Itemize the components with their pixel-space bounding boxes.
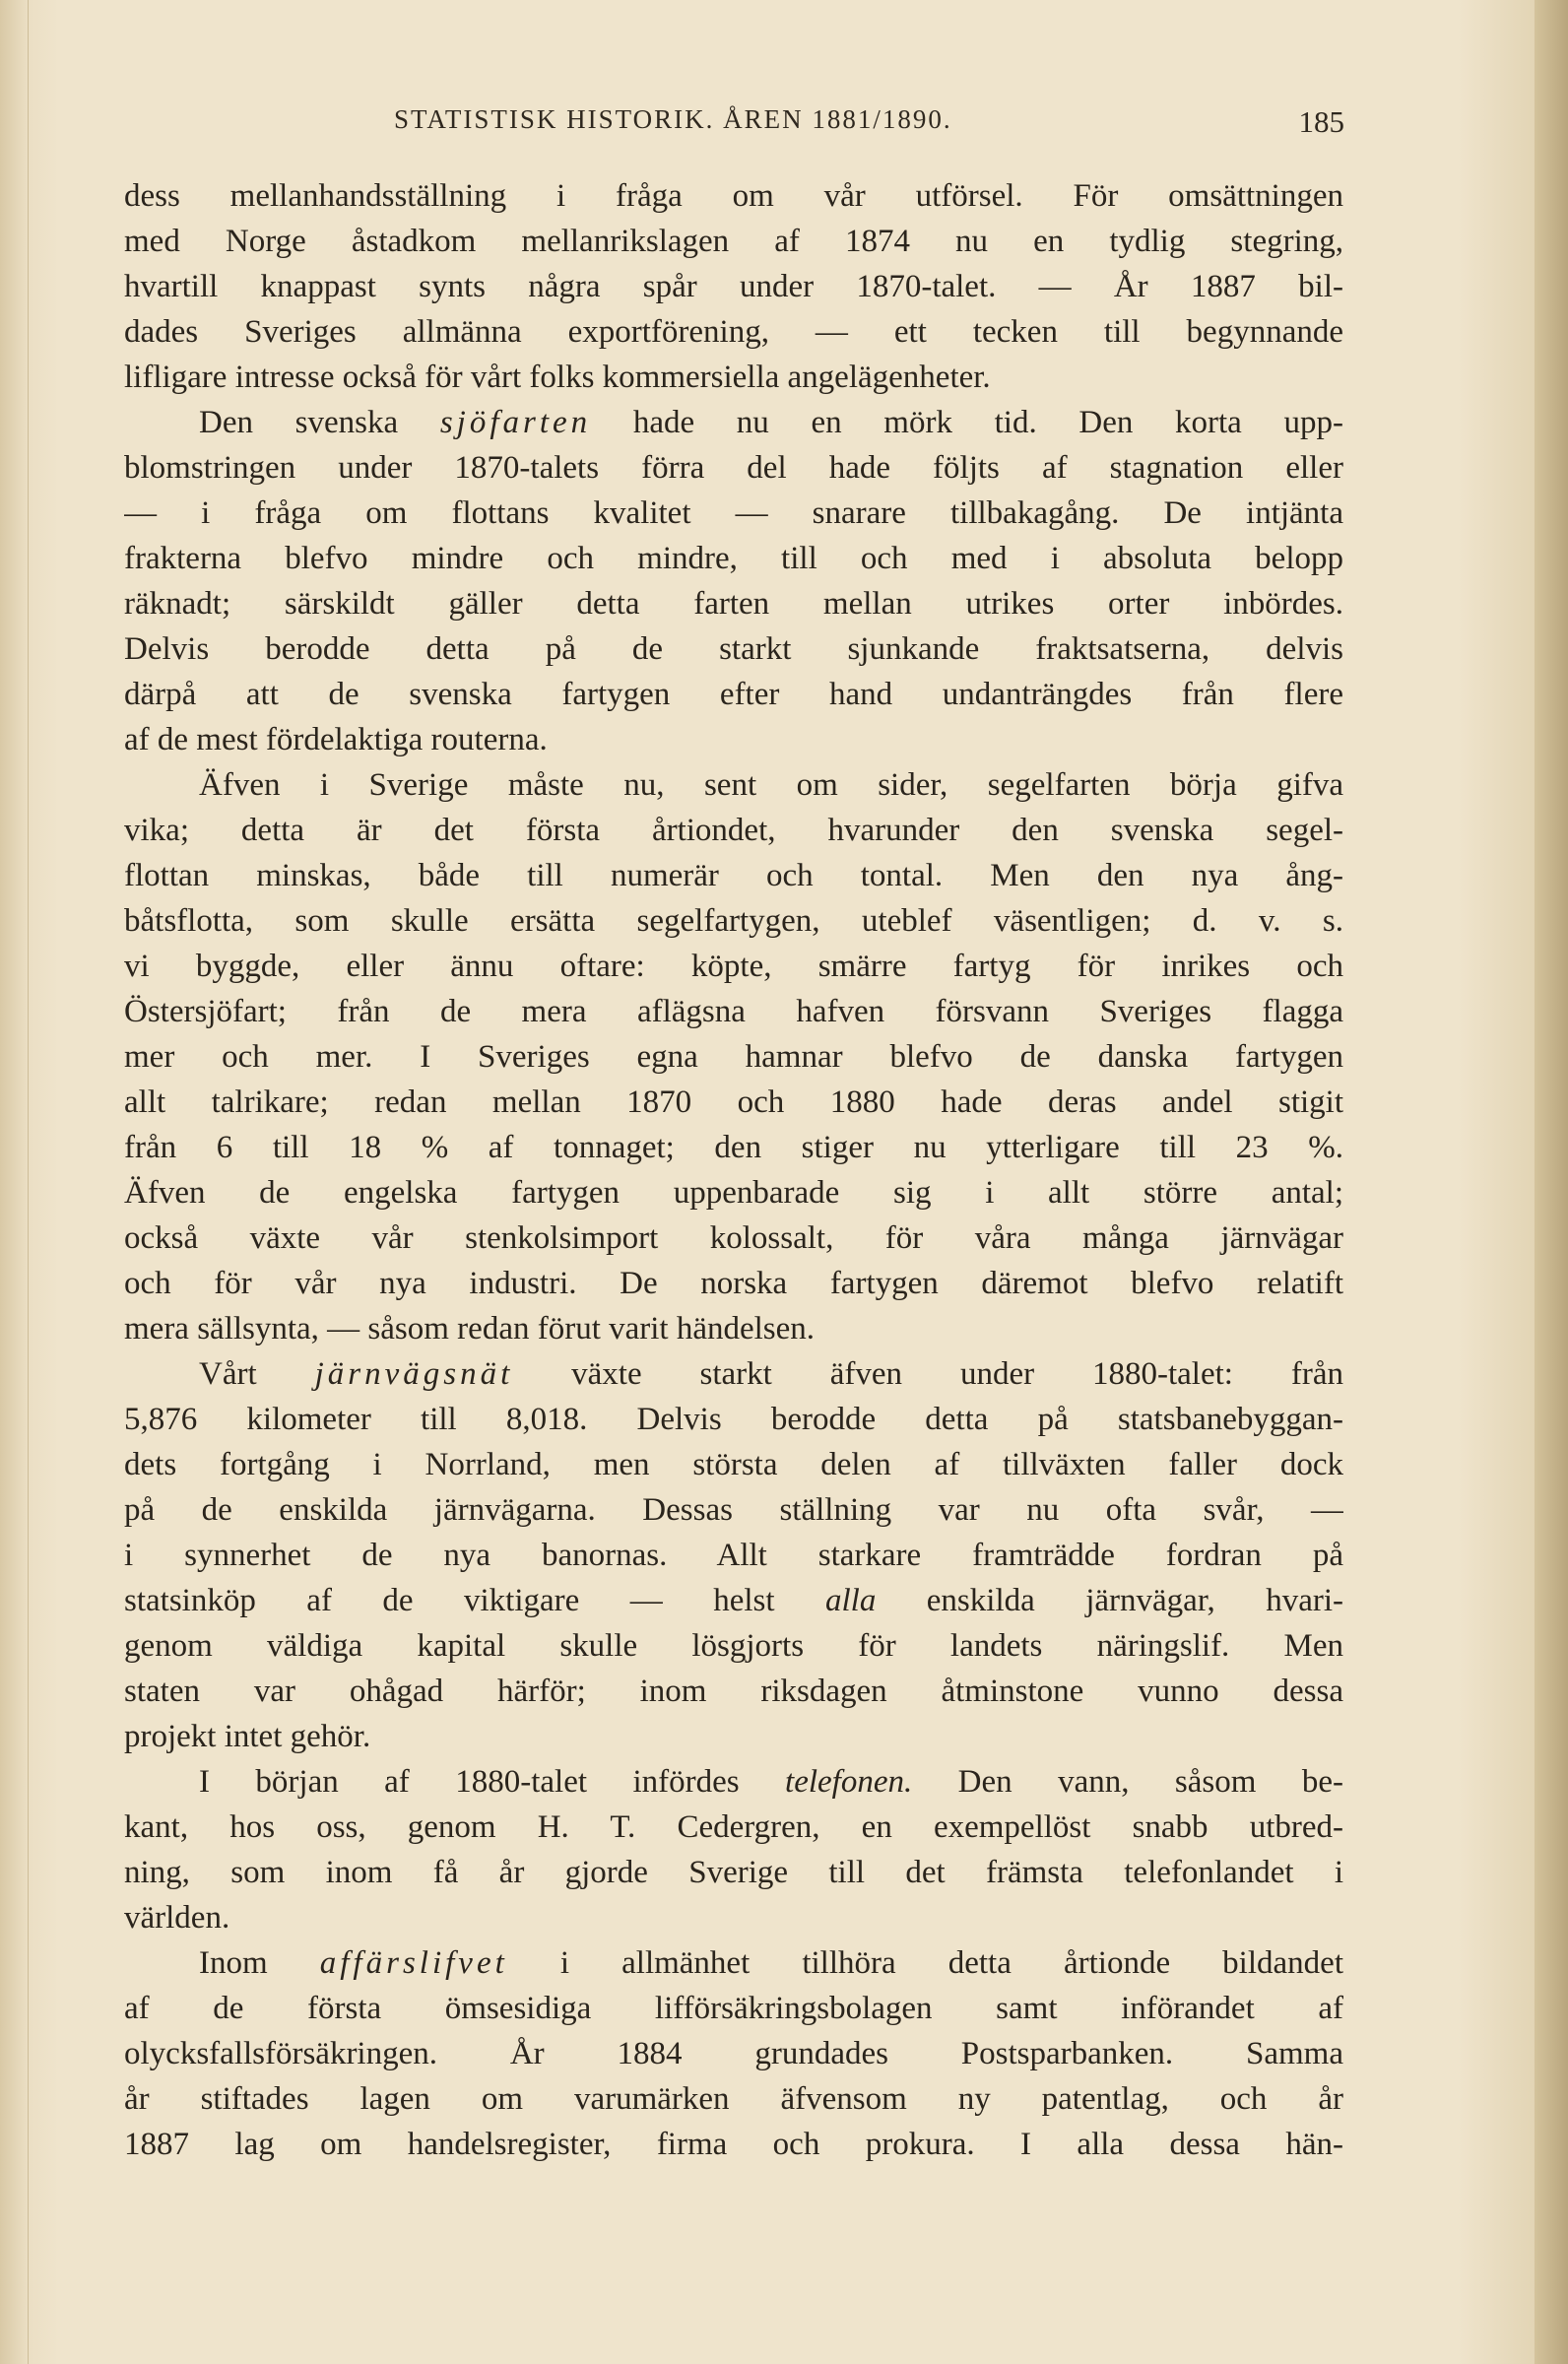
text-run: Den vann, såsom be- xyxy=(912,1764,1343,1800)
text-line xyxy=(124,445,1343,491)
text-run: vi byggde, eller ännu oftare: köpte, smärre fartyg för inrikes och xyxy=(124,949,1343,984)
text-line xyxy=(124,1215,1343,1261)
text-run: vika; detta är det första årtiondet, hvarunder den svenska segel- xyxy=(124,813,1343,848)
text-run: frakterna blefvo mindre och mindre, till och med i absoluta belopp xyxy=(124,541,1343,576)
text-line xyxy=(124,491,1343,536)
text-run: i synnerhet de nya banornas. Allt starkare framträdde fordran på xyxy=(124,1538,1343,1573)
page-number: 185 xyxy=(1298,104,1344,139)
emphasized-text: sjöfarten xyxy=(439,405,592,440)
text-run: genom väldiga kapital skulle lösgjorts för landets näringslif. Men xyxy=(124,1628,1343,1664)
emphasized-text: affärslifvet xyxy=(319,1945,508,1981)
text-line xyxy=(124,581,1343,626)
text-line xyxy=(124,536,1343,581)
text-run: staten var ohågad härför; inom riksdagen åtminstone vunno dessa xyxy=(124,1674,1343,1709)
text-run: Vårt xyxy=(199,1356,315,1392)
text-line xyxy=(124,898,1343,944)
text-line xyxy=(124,400,1343,445)
text-run: Den svenska xyxy=(199,405,440,440)
text-run: räknadt; särskildt gäller detta farten mellan utrikes orter inbördes. xyxy=(124,586,1343,622)
text-line xyxy=(124,355,1343,400)
text-run: växte starkt äfven under 1880-talet: från xyxy=(513,1356,1343,1392)
text-line xyxy=(124,1533,1343,1578)
text-line xyxy=(124,1805,1343,1850)
text-run: hvartill knappast synts några spår under 1870-talet. — År 1887 bil- xyxy=(124,269,1343,304)
text-run: allt talrikare; redan mellan 1870 och 1880 hade deras andel stigit xyxy=(124,1084,1343,1120)
text-run: af de första ömsesidiga lifförsäkringsbolagen samt införandet af xyxy=(124,1991,1343,2026)
text-line xyxy=(124,2076,1343,2122)
text-run: från 6 till 18 % af tonnaget; den stiger nu ytterligare till 23 %. xyxy=(124,1130,1343,1165)
text-line xyxy=(124,173,1343,219)
text-run: dets fortgång i Norrland, men största delen af tillväxten faller dock xyxy=(124,1447,1343,1482)
text-run: mera sällsynta, — såsom redan förut varit händelsen. xyxy=(124,1311,816,1346)
page-right-edge xyxy=(1535,0,1568,2364)
text-line xyxy=(124,309,1343,355)
text-run: på de enskilda järnvägarna. Dessas ställning var nu ofta svår, — xyxy=(124,1492,1343,1528)
text-line xyxy=(124,626,1343,672)
text-line xyxy=(124,1669,1343,1714)
text-line xyxy=(124,1759,1343,1805)
text-line xyxy=(124,1442,1343,1487)
text-run: flottan minskas, både till numerär och tontal. Men den nya ång- xyxy=(124,858,1343,893)
text-run: lifligare intresse också för vårt folks kommersiella angelägenheter. xyxy=(124,360,991,395)
text-line xyxy=(124,1080,1343,1125)
text-run: båtsflotta, som skulle ersätta segelfartygen, uteblef väsentligen; d. v. s. xyxy=(124,903,1343,939)
text-line xyxy=(124,1487,1343,1533)
text-line xyxy=(124,1578,1343,1623)
text-line xyxy=(124,1261,1343,1306)
text-run: hade nu en mörk tid. Den korta upp- xyxy=(591,405,1343,440)
text-run: och för vår nya industri. De norska fartygen däremot blefvo relatift xyxy=(124,1266,1343,1301)
text-line xyxy=(124,1306,1343,1351)
text-run: Inom xyxy=(199,1945,320,1981)
text-run: också växte vår stenkolsimport kolossalt, för våra många järnvägar xyxy=(124,1220,1343,1256)
text-line xyxy=(124,1623,1343,1669)
text-line xyxy=(124,762,1343,808)
text-run: 5,876 kilometer till 8,018. Delvis berodde detta på statsbanebyggan- xyxy=(124,1402,1343,1437)
text-line xyxy=(124,1895,1343,1940)
text-line xyxy=(124,1125,1343,1170)
text-run: kant, hos oss, genom H. T. Cedergren, en exempellöst snabb utbred- xyxy=(124,1809,1343,1845)
text-run: mer och mer. I Sveriges egna hamnar blefvo de danska fartygen xyxy=(124,1039,1343,1075)
text-run: med Norge åstadkom mellanrikslagen af 1874 nu en tydlig stegring, xyxy=(124,224,1343,259)
text-line xyxy=(124,1397,1343,1442)
body-text xyxy=(124,173,1343,2167)
text-line xyxy=(124,2031,1343,2076)
text-run: projekt intet gehör. xyxy=(124,1719,371,1754)
running-head: STATISTISK HISTORIK. ÅREN 1881/1890. xyxy=(394,104,952,134)
text-run: därpå att de svenska fartygen efter hand undanträngdes från flere xyxy=(124,677,1343,712)
text-run: statsinköp af de viktigare — helst xyxy=(124,1583,825,1618)
text-run: år stiftades lagen om varumärken äfvensom ny patentlag, och år xyxy=(124,2081,1343,2117)
text-run: — i fråga om flottans kvalitet — snarare tillbakagång. De intjänta xyxy=(124,495,1343,531)
text-run: enskilda järnvägar, hvari- xyxy=(876,1583,1343,1618)
text-line xyxy=(124,1940,1343,1986)
page-left-edge xyxy=(0,0,29,2364)
text-run: dess mellanhandsställning i fråga om vår utförsel. För omsättningen xyxy=(124,178,1343,214)
text-line xyxy=(124,2122,1343,2167)
emphasized-text: telefonen. xyxy=(785,1764,913,1800)
text-line xyxy=(124,264,1343,309)
text-run: Äfven i Sverige måste nu, sent om sider, segelfarten börja gifva xyxy=(199,767,1343,803)
page-header xyxy=(394,104,1344,146)
text-line xyxy=(124,717,1343,762)
text-run: Äfven de engelska fartygen uppenbarade sig i allt större antal; xyxy=(124,1175,1343,1211)
text-line xyxy=(124,1351,1343,1397)
text-run: I början af 1880-talet infördes xyxy=(199,1764,786,1800)
text-run: i allmänhet tillhöra detta årtionde bildandet xyxy=(507,1945,1343,1981)
text-run: blomstringen under 1870-talets förra del hade följts af stagnation eller xyxy=(124,450,1343,486)
text-run: världen. xyxy=(124,1900,230,1936)
emphasized-text: järnvägsnät xyxy=(314,1356,514,1392)
text-run: ning, som inom få år gjorde Sverige till det främsta telefonlandet i xyxy=(124,1855,1343,1890)
text-run: Östersjöfart; från de mera aflägsna hafven försvann Sveriges flagga xyxy=(124,994,1343,1029)
text-line xyxy=(124,1034,1343,1080)
text-line xyxy=(124,853,1343,898)
text-line xyxy=(124,672,1343,717)
text-run: af de mest fördelaktiga routerna. xyxy=(124,722,548,757)
emphasized-text: alla xyxy=(824,1583,877,1618)
text-line xyxy=(124,944,1343,989)
text-run: dades Sveriges allmänna exportförening, — ett tecken till begynnande xyxy=(124,314,1343,350)
text-line xyxy=(124,1170,1343,1215)
text-run: Delvis berodde detta på de starkt sjunkande fraktsatserna, delvis xyxy=(124,631,1343,667)
text-line xyxy=(124,219,1343,264)
text-line xyxy=(124,1850,1343,1895)
text-run: olycksfallsförsäkringen. År 1884 grundades Postsparbanken. Samma xyxy=(124,2036,1343,2071)
text-line xyxy=(124,1714,1343,1759)
text-line xyxy=(124,1986,1343,2031)
text-run: 1887 lag om handelsregister, firma och prokura. I alla dessa hän- xyxy=(124,2127,1343,2162)
text-line xyxy=(124,808,1343,853)
text-line xyxy=(124,989,1343,1034)
